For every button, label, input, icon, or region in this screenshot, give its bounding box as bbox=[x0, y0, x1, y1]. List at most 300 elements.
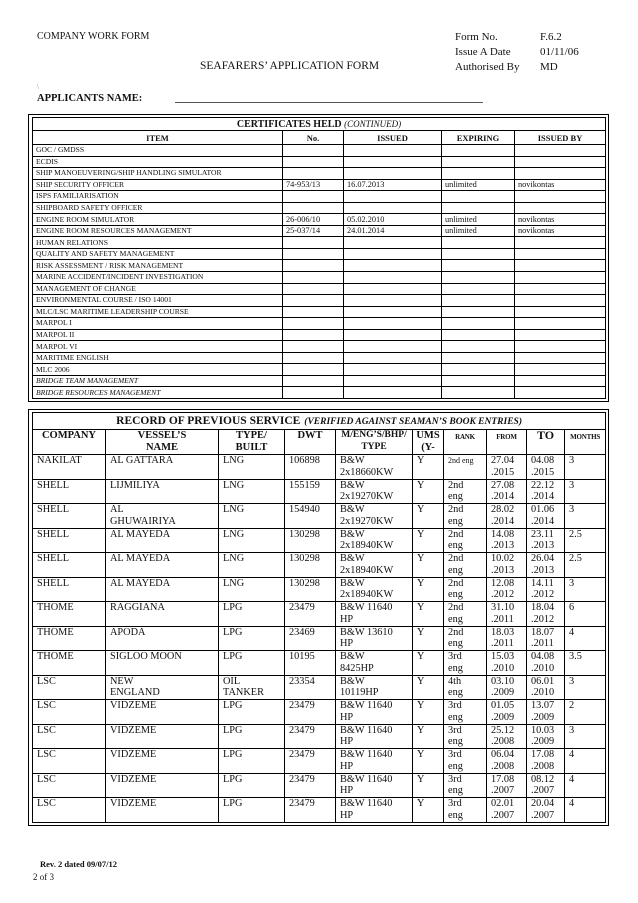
certificate-issued-cell bbox=[344, 375, 442, 387]
service-dwt-cell: 10195 bbox=[285, 651, 336, 676]
service-to-date-cell: 01.06 .2014 bbox=[527, 504, 565, 529]
service-row bbox=[33, 528, 606, 553]
certificate-issued-cell bbox=[344, 387, 442, 399]
column-header-engine-type: M/ENG’S/BHP/ TYPE bbox=[336, 430, 413, 455]
service-to-date-cell: 20.04 .2007 bbox=[527, 798, 565, 823]
certificate-issued-cell bbox=[344, 237, 442, 249]
service-to-date-cell: 13.07 .2009 bbox=[527, 700, 565, 725]
certificate-issued-by-cell bbox=[515, 364, 606, 376]
service-company-cell: LSC bbox=[33, 724, 106, 749]
service-to-date-cell: 04.08 .2015 bbox=[527, 455, 565, 480]
certificate-item-cell: MARPOL I bbox=[33, 318, 283, 330]
certificate-issued-by-cell bbox=[515, 260, 606, 272]
service-vessel-name-cell: APODA bbox=[106, 626, 219, 651]
certificate-row bbox=[33, 191, 606, 203]
service-engine-cell: B&W 11640 HP bbox=[336, 700, 413, 725]
certificate-issued-by-cell bbox=[515, 202, 606, 214]
service-months-cell: 3.5 bbox=[565, 651, 606, 676]
applicants-name-line bbox=[175, 102, 483, 103]
service-row bbox=[33, 504, 606, 529]
certificate-number-cell bbox=[283, 202, 344, 214]
certificate-item-cell: ENGINE ROOM RESOURCES MANAGEMENT bbox=[33, 225, 283, 237]
certificate-number-cell bbox=[283, 260, 344, 272]
service-ums-cell: Y bbox=[413, 749, 444, 774]
certificates-table bbox=[32, 117, 606, 399]
service-months-cell: 6 bbox=[565, 602, 606, 627]
certificate-number-cell bbox=[283, 191, 344, 203]
service-dwt-cell: 23479 bbox=[285, 700, 336, 725]
service-from-date-cell: 14.08 .2013 bbox=[487, 528, 527, 553]
certificate-issued-cell bbox=[344, 329, 442, 341]
service-to-date-cell: 14.11 .2012 bbox=[527, 577, 565, 602]
service-months-cell: 4 bbox=[565, 773, 606, 798]
column-header-company: COMPANY bbox=[33, 430, 106, 455]
service-vessel-name-cell: AL GATTARA bbox=[106, 455, 219, 480]
service-type-cell: LNG bbox=[219, 553, 285, 578]
column-header-issued-by: ISSUED BY bbox=[515, 131, 606, 145]
service-row bbox=[33, 773, 606, 798]
certificate-row bbox=[33, 364, 606, 376]
service-company-cell: LSC bbox=[33, 675, 106, 700]
certificate-number-cell bbox=[283, 306, 344, 318]
service-from-date-cell: 25.12 .2008 bbox=[487, 724, 527, 749]
certificate-item-cell: SHIP MANOEUVERING/SHIP HANDLING SIMULATOR bbox=[33, 168, 283, 180]
service-months-cell: 2.5 bbox=[565, 553, 606, 578]
certificate-expiring-cell: unlimited bbox=[442, 225, 515, 237]
service-rank-cell: 3rd eng bbox=[444, 749, 487, 774]
service-rank-cell: 2nd eng bbox=[444, 626, 487, 651]
certificate-item-cell: MARPOL II bbox=[33, 329, 283, 341]
certificate-expiring-cell bbox=[442, 295, 515, 307]
service-ums-cell: Y bbox=[413, 700, 444, 725]
service-ums-cell: Y bbox=[413, 724, 444, 749]
certificate-issued-by-cell bbox=[515, 318, 606, 330]
certificate-issued-by-cell bbox=[515, 341, 606, 353]
column-header-to: TO bbox=[527, 430, 565, 455]
service-row bbox=[33, 626, 606, 651]
service-type-cell: LPG bbox=[219, 724, 285, 749]
column-header-type-built: TYPE/ BUILT bbox=[219, 430, 285, 455]
column-header-expiring: EXPIRING bbox=[442, 131, 515, 145]
certificates-title-text: CERTIFICATES HELD bbox=[236, 118, 342, 130]
service-engine-cell: B&W 13610 HP bbox=[336, 626, 413, 651]
certificate-expiring-cell bbox=[442, 202, 515, 214]
service-to-date-cell: 26.04 .2013 bbox=[527, 553, 565, 578]
certificate-row bbox=[33, 352, 606, 364]
certificate-expiring-cell bbox=[442, 168, 515, 180]
service-to-date-cell: 18.04 .2012 bbox=[527, 602, 565, 627]
stray-mark: \ bbox=[37, 83, 39, 91]
certificate-expiring-cell bbox=[442, 237, 515, 249]
certificate-item-cell: SHIPBOARD SAFETY OFFICER bbox=[33, 202, 283, 214]
service-engine-cell: B&W 2x18660KW bbox=[336, 455, 413, 480]
certificate-issued-cell bbox=[344, 260, 442, 272]
service-vessel-name-cell: RAGGIANA bbox=[106, 602, 219, 627]
service-company-cell: THOME bbox=[33, 626, 106, 651]
service-months-cell: 2.5 bbox=[565, 528, 606, 553]
certificates-title bbox=[33, 118, 606, 131]
certificate-number-cell bbox=[283, 387, 344, 399]
certificate-row bbox=[33, 225, 606, 237]
column-header-months: MONTHS bbox=[565, 430, 606, 455]
certificate-issued-cell bbox=[344, 156, 442, 168]
service-company-cell: NAKILAT bbox=[33, 455, 106, 480]
service-type-cell: LPG bbox=[219, 602, 285, 627]
service-vessel-name-cell: AL MAYEDA bbox=[106, 528, 219, 553]
service-engine-cell: B&W 2x18940KW bbox=[336, 528, 413, 553]
certificates-title-row bbox=[33, 118, 606, 131]
certificate-expiring-cell bbox=[442, 306, 515, 318]
service-type-cell: LPG bbox=[219, 798, 285, 823]
service-type-cell: LNG bbox=[219, 528, 285, 553]
service-vessel-name-cell: SIGLOO MOON bbox=[106, 651, 219, 676]
certificate-number-cell bbox=[283, 329, 344, 341]
certificate-number-cell: 25-037/14 bbox=[283, 225, 344, 237]
service-ums-cell: Y bbox=[413, 651, 444, 676]
certificate-item-cell: ENVIRONMENTAL COURSE / ISO 14001 bbox=[33, 295, 283, 307]
service-from-date-cell: 15.03 .2010 bbox=[487, 651, 527, 676]
certificate-issued-by-cell bbox=[515, 387, 606, 399]
service-from-date-cell: 27.08 .2014 bbox=[487, 479, 527, 504]
service-ums-cell: Y bbox=[413, 675, 444, 700]
service-from-date-cell: 27.04 .2015 bbox=[487, 455, 527, 480]
certificates-box bbox=[28, 114, 609, 402]
certificate-expiring-cell bbox=[442, 387, 515, 399]
service-type-cell: LPG bbox=[219, 651, 285, 676]
service-rank-cell: 2nd eng bbox=[444, 455, 487, 480]
service-row bbox=[33, 749, 606, 774]
service-company-cell: LSC bbox=[33, 700, 106, 725]
service-ums-cell: Y bbox=[413, 553, 444, 578]
service-vessel-name-cell: AL MAYEDA bbox=[106, 577, 219, 602]
service-record-box bbox=[28, 409, 609, 826]
service-vessel-name-cell: VIDZEME bbox=[106, 749, 219, 774]
company-work-form-label: COMPANY WORK FORM bbox=[37, 31, 150, 42]
service-row bbox=[33, 455, 606, 480]
certificate-issued-cell bbox=[344, 306, 442, 318]
certificate-issued-cell bbox=[344, 272, 442, 284]
form-title: SEAFARERS’ APPLICATION FORM bbox=[200, 60, 380, 72]
certificate-item-cell: GOC / GMDSS bbox=[33, 145, 283, 157]
service-company-cell: LSC bbox=[33, 773, 106, 798]
certificate-number-cell bbox=[283, 237, 344, 249]
certificate-item-cell: ISPS FAMILIARISATION bbox=[33, 191, 283, 203]
service-type-cell: LNG bbox=[219, 577, 285, 602]
certificate-row bbox=[33, 237, 606, 249]
service-row bbox=[33, 553, 606, 578]
service-from-date-cell: 12.08 .2012 bbox=[487, 577, 527, 602]
service-row bbox=[33, 700, 606, 725]
service-row bbox=[33, 724, 606, 749]
certificate-item-cell: MARINE ACCIDENT/INCIDENT INVESTIGATION bbox=[33, 272, 283, 284]
service-company-cell: SHELL bbox=[33, 479, 106, 504]
service-company-cell: THOME bbox=[33, 602, 106, 627]
certificate-row bbox=[33, 329, 606, 341]
certificate-row bbox=[33, 295, 606, 307]
service-engine-cell: B&W 11640 HP bbox=[336, 773, 413, 798]
certificate-issued-by-cell: novikontas bbox=[515, 225, 606, 237]
service-company-cell: SHELL bbox=[33, 553, 106, 578]
service-type-cell: LNG bbox=[219, 479, 285, 504]
certificate-issued-cell: 16.07.2013 bbox=[344, 179, 442, 191]
service-dwt-cell: 23479 bbox=[285, 798, 336, 823]
service-engine-cell: B&W 2x18940KW bbox=[336, 577, 413, 602]
service-type-cell: LNG bbox=[219, 455, 285, 480]
column-header-vessel-name: VESSEL’S NAME bbox=[106, 430, 219, 455]
service-ums-cell: Y bbox=[413, 528, 444, 553]
form-number-label: Form No. bbox=[455, 31, 498, 43]
certificate-expiring-cell bbox=[442, 329, 515, 341]
service-dwt-cell: 23469 bbox=[285, 626, 336, 651]
service-record-header-row bbox=[33, 430, 606, 455]
service-vessel-name-cell: VIDZEME bbox=[106, 700, 219, 725]
service-dwt-cell: 23479 bbox=[285, 602, 336, 627]
certificate-issued-by-cell bbox=[515, 283, 606, 295]
service-dwt-cell: 154940 bbox=[285, 504, 336, 529]
service-ums-cell: Y bbox=[413, 479, 444, 504]
service-row bbox=[33, 651, 606, 676]
certificate-issued-cell bbox=[344, 364, 442, 376]
service-record-table bbox=[32, 412, 606, 823]
certificate-expiring-cell: unlimited bbox=[442, 214, 515, 226]
service-dwt-cell: 23479 bbox=[285, 724, 336, 749]
certificate-item-cell: MLC 2006 bbox=[33, 364, 283, 376]
service-dwt-cell: 155159 bbox=[285, 479, 336, 504]
service-from-date-cell: 03.10 .2009 bbox=[487, 675, 527, 700]
authorised-by-label: Authorised By bbox=[455, 61, 520, 73]
service-months-cell: 3 bbox=[565, 504, 606, 529]
service-company-cell: LSC bbox=[33, 798, 106, 823]
certificate-row bbox=[33, 387, 606, 399]
certificate-expiring-cell: unlimited bbox=[442, 179, 515, 191]
service-record-title bbox=[33, 413, 606, 430]
certificate-row bbox=[33, 179, 606, 191]
certificate-number-cell bbox=[283, 375, 344, 387]
service-from-date-cell: 18.03 .2011 bbox=[487, 626, 527, 651]
service-months-cell: 3 bbox=[565, 479, 606, 504]
service-engine-cell: B&W 2x19270KW bbox=[336, 504, 413, 529]
certificate-expiring-cell bbox=[442, 191, 515, 203]
form-number-value: F.6.2 bbox=[540, 31, 562, 43]
service-from-date-cell: 17.08 .2007 bbox=[487, 773, 527, 798]
certificate-item-cell: RISK ASSESSMENT / RISK MANAGEMENT bbox=[33, 260, 283, 272]
service-dwt-cell: 130298 bbox=[285, 577, 336, 602]
service-from-date-cell: 01.05 .2009 bbox=[487, 700, 527, 725]
service-row bbox=[33, 798, 606, 823]
certificate-number-cell bbox=[283, 341, 344, 353]
certificate-expiring-cell bbox=[442, 364, 515, 376]
service-months-cell: 2 bbox=[565, 700, 606, 725]
service-to-date-cell: 22.12 .2014 bbox=[527, 479, 565, 504]
service-from-date-cell: 31.10 .2011 bbox=[487, 602, 527, 627]
service-type-cell: OIL TANKER bbox=[219, 675, 285, 700]
certificate-number-cell bbox=[283, 295, 344, 307]
service-row bbox=[33, 602, 606, 627]
revision-label: Rev. 2 dated 09/07/12 bbox=[40, 859, 117, 869]
certificate-issued-by-cell bbox=[515, 375, 606, 387]
service-ums-cell: Y bbox=[413, 798, 444, 823]
certificate-expiring-cell bbox=[442, 352, 515, 364]
certificate-item-cell: MANAGEMENT OF CHANGE bbox=[33, 283, 283, 295]
service-engine-cell: B&W 2x19270KW bbox=[336, 479, 413, 504]
service-record-title-text: RECORD OF PREVIOUS SERVICE bbox=[116, 415, 301, 427]
column-header-dwt: DWT bbox=[285, 430, 336, 455]
certificate-row bbox=[33, 272, 606, 284]
certificate-number-cell bbox=[283, 156, 344, 168]
certificate-number-cell bbox=[283, 352, 344, 364]
certificate-number-cell bbox=[283, 272, 344, 284]
service-engine-cell: B&W 2x18940KW bbox=[336, 553, 413, 578]
certificate-expiring-cell bbox=[442, 318, 515, 330]
certificate-issued-by-cell bbox=[515, 237, 606, 249]
certificate-row bbox=[33, 341, 606, 353]
certificate-issued-cell bbox=[344, 191, 442, 203]
issue-date-label: Issue A Date bbox=[455, 46, 511, 58]
certificate-item-cell: ENGINE ROOM SIMULATOR bbox=[33, 214, 283, 226]
service-from-date-cell: 02.01 .2007 bbox=[487, 798, 527, 823]
service-months-cell: 3 bbox=[565, 577, 606, 602]
service-dwt-cell: 23479 bbox=[285, 749, 336, 774]
service-company-cell: THOME bbox=[33, 651, 106, 676]
certificate-expiring-cell bbox=[442, 248, 515, 260]
certificate-item-cell: SHIP SECURITY OFFICER bbox=[33, 179, 283, 191]
certificate-issued-cell: 05.02.2010 bbox=[344, 214, 442, 226]
service-rank-cell: 2nd eng bbox=[444, 602, 487, 627]
certificates-title-suffix: (CONTINUED) bbox=[344, 118, 402, 129]
service-dwt-cell: 23479 bbox=[285, 773, 336, 798]
certificate-row bbox=[33, 318, 606, 330]
service-company-cell: SHELL bbox=[33, 577, 106, 602]
service-rank-cell: 3rd eng bbox=[444, 724, 487, 749]
column-header-from: FROM bbox=[487, 430, 527, 455]
service-row bbox=[33, 675, 606, 700]
certificate-expiring-cell bbox=[442, 145, 515, 157]
service-engine-cell: B&W 11640 HP bbox=[336, 798, 413, 823]
service-engine-cell: B&W 10119HP bbox=[336, 675, 413, 700]
certificate-number-cell bbox=[283, 145, 344, 157]
service-engine-cell: B&W 11640 HP bbox=[336, 749, 413, 774]
certificate-item-cell: BRIDGE RESOURCES MANAGEMENT bbox=[33, 387, 283, 399]
certificate-issued-cell bbox=[344, 341, 442, 353]
certificate-issued-by-cell bbox=[515, 145, 606, 157]
certificate-number-cell bbox=[283, 248, 344, 260]
column-header-number: No. bbox=[283, 131, 344, 145]
service-to-date-cell: 08.12 .2007 bbox=[527, 773, 565, 798]
certificate-row bbox=[33, 156, 606, 168]
certificate-issued-by-cell bbox=[515, 191, 606, 203]
service-record-body bbox=[33, 455, 606, 823]
certificate-number-cell: 74-953/13 bbox=[283, 179, 344, 191]
certificate-issued-by-cell bbox=[515, 306, 606, 318]
certificate-issued-by-cell bbox=[515, 156, 606, 168]
service-record-title-suffix: (VERIFIED AGAINST SEAMAN’S BOOK ENTRIES) bbox=[304, 417, 522, 427]
service-months-cell: 3 bbox=[565, 675, 606, 700]
service-row bbox=[33, 577, 606, 602]
service-rank-cell: 2nd eng bbox=[444, 553, 487, 578]
service-vessel-name-cell: AL MAYEDA bbox=[106, 553, 219, 578]
service-engine-cell: B&W 11640 HP bbox=[336, 724, 413, 749]
service-to-date-cell: 04.08 .2010 bbox=[527, 651, 565, 676]
service-from-date-cell: 10.02 .2013 bbox=[487, 553, 527, 578]
service-months-cell: 4 bbox=[565, 798, 606, 823]
certificate-number-cell bbox=[283, 318, 344, 330]
service-months-cell: 4 bbox=[565, 626, 606, 651]
service-vessel-name-cell: VIDZEME bbox=[106, 724, 219, 749]
certificate-issued-by-cell bbox=[515, 295, 606, 307]
issue-date-value: 01/11/06 bbox=[540, 46, 579, 58]
service-to-date-cell: 17.08 .2008 bbox=[527, 749, 565, 774]
certificate-issued-cell bbox=[344, 145, 442, 157]
certificate-issued-cell bbox=[344, 318, 442, 330]
service-months-cell: 3 bbox=[565, 455, 606, 480]
service-to-date-cell: 23.11 .2013 bbox=[527, 528, 565, 553]
service-to-date-cell: 06.01 .2010 bbox=[527, 675, 565, 700]
service-rank-cell: 3rd eng bbox=[444, 773, 487, 798]
service-rank-cell: 3rd eng bbox=[444, 798, 487, 823]
service-type-cell: LPG bbox=[219, 700, 285, 725]
service-rank-cell: 2nd eng bbox=[444, 504, 487, 529]
service-months-cell: 3 bbox=[565, 724, 606, 749]
service-rank-cell: 3rd eng bbox=[444, 700, 487, 725]
service-ums-cell: Y bbox=[413, 504, 444, 529]
certificate-issued-by-cell: novikontas bbox=[515, 179, 606, 191]
certificate-issued-cell: 24.01.2014 bbox=[344, 225, 442, 237]
certificate-number-cell bbox=[283, 168, 344, 180]
service-to-date-cell: 18.07 .2011 bbox=[527, 626, 565, 651]
certificate-expiring-cell bbox=[442, 260, 515, 272]
service-engine-cell: B&W 11640 HP bbox=[336, 602, 413, 627]
applicants-name-label: APPLICANTS NAME: bbox=[37, 93, 143, 104]
certificate-issued-cell bbox=[344, 168, 442, 180]
certificate-expiring-cell bbox=[442, 283, 515, 295]
service-ums-cell: Y bbox=[413, 577, 444, 602]
service-type-cell: LPG bbox=[219, 626, 285, 651]
certificate-issued-by-cell bbox=[515, 272, 606, 284]
service-dwt-cell: 130298 bbox=[285, 553, 336, 578]
certificates-header-row bbox=[33, 131, 606, 145]
service-dwt-cell: 130298 bbox=[285, 528, 336, 553]
certificate-row bbox=[33, 168, 606, 180]
certificate-item-cell: MARPOL VI bbox=[33, 341, 283, 353]
certificate-issued-by-cell bbox=[515, 329, 606, 341]
certificate-row bbox=[33, 214, 606, 226]
service-company-cell: LSC bbox=[33, 749, 106, 774]
certificate-item-cell: ECDIS bbox=[33, 156, 283, 168]
service-to-date-cell: 10.03 .2009 bbox=[527, 724, 565, 749]
certificate-issued-cell bbox=[344, 295, 442, 307]
certificate-item-cell: BRIDGE TEAM MANAGEMENT bbox=[33, 375, 283, 387]
certificate-row bbox=[33, 283, 606, 295]
certificate-number-cell bbox=[283, 364, 344, 376]
service-row bbox=[33, 479, 606, 504]
service-vessel-name-cell: LIJMILIYA bbox=[106, 479, 219, 504]
column-header-issued: ISSUED bbox=[344, 131, 442, 145]
certificate-item-cell: HUMAN RELATIONS bbox=[33, 237, 283, 249]
service-rank-cell: 2nd eng bbox=[444, 479, 487, 504]
service-ums-cell: Y bbox=[413, 602, 444, 627]
certificate-expiring-cell bbox=[442, 341, 515, 353]
service-rank-cell: 3rd eng bbox=[444, 651, 487, 676]
service-ums-cell: Y bbox=[413, 455, 444, 480]
service-dwt-cell: 106898 bbox=[285, 455, 336, 480]
certificate-number-cell: 26-006/10 bbox=[283, 214, 344, 226]
service-from-date-cell: 06.04 .2008 bbox=[487, 749, 527, 774]
certificate-expiring-cell bbox=[442, 272, 515, 284]
service-ums-cell: Y bbox=[413, 773, 444, 798]
service-vessel-name-cell: NEW ENGLAND bbox=[106, 675, 219, 700]
service-type-cell: LPG bbox=[219, 773, 285, 798]
column-header-item: ITEM bbox=[33, 131, 283, 145]
